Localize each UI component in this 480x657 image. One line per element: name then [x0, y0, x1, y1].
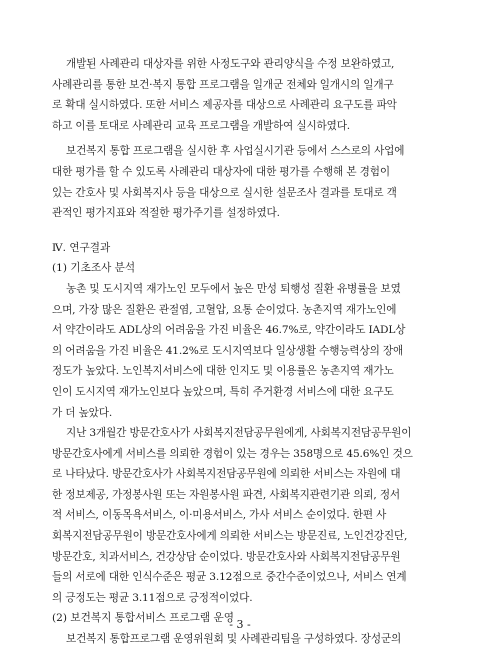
- text-line: 지난 3개월간 방문간호사가 사회복지전담공무원에게, 사회복지전담공무원이: [66, 427, 412, 440]
- text-line: 방문간호, 치과서비스, 건강상담 순이었다. 방문간호사와 사회복지전담공무원: [52, 550, 401, 563]
- page-number: - 3 -: [229, 618, 251, 631]
- paragraph-2: [52, 141, 424, 223]
- text-line: 하고 이를 토대로 사례관리 교육 프로그램을 개발하여 실시하였다.: [52, 119, 350, 132]
- text-line: 개발된 사례관리 대상자를 위한 사정도구와 관리양식을 수정 보완하였고,: [66, 58, 395, 70]
- text-line: 한 정보제공, 가정봉사원 또는 자원봉사원 파견, 사회복지관련기관 의뢰, 정서: [52, 488, 400, 501]
- text-line: 가 더 높았다.: [52, 406, 113, 419]
- text-line: 방문간호사에게 서비스를 의뢰한 경험이 있는 경우는 358명으로 45.6%인 것으: [52, 447, 413, 460]
- text-line: 회복지전담공무원이 방문간호사에게 의뢰한 서비스는 방문진료, 노인건강진단,: [52, 530, 408, 543]
- text-line: 서 약간이라도 ADL상의 어려움을 가진 비율은 46.7%로, 약간이라도 IADL상: [52, 324, 406, 337]
- text-line: 보건복지 통합프로그램 운영위원회 및 사례관리팀을 구성하였다. 장성군의: [66, 633, 402, 646]
- text-line: 있는 간호사 및 사회복지사 등을 대상으로 실시한 설문조사 결과를 토대로 객: [52, 186, 397, 199]
- section-title: Ⅳ. 연구결과: [52, 241, 111, 254]
- subsection-title: (2) 보건복지 통합서비스 프로그램 운영: [52, 612, 234, 625]
- text-line: 적 서비스, 이동목욕서비스, 이·미용서비스, 가사 서비스 순이었다. 한편 사: [52, 509, 387, 522]
- text-line: 의 어려움을 가진 비율은 41.2%로 도시지역보다 일상생활 수행능력상의 장애: [52, 344, 404, 357]
- text-line: 대한 평가를 할 수 있도록 사례관리 대상자에 대한 평가를 수행해 본 경험이: [52, 165, 390, 178]
- text-line: 로 나타났다. 방문간호사가 사회복지전담공무원에 의뢰한 서비스는 자원에 대: [52, 468, 401, 481]
- text-line: 인이 도시지역 재가노인보다 높았으며, 특히 주거환경 서비스에 대한 요구도: [52, 385, 394, 398]
- text-line: 관적인 평가지표와 적절한 평가주기를 설정하였다.: [52, 207, 280, 220]
- text-line: 로 확대 실시하였다. 또한 서비스 제공자를 대상으로 사례관리 요구도를 파악: [52, 99, 397, 112]
- text-line: 들의 서로에 대한 인식수준은 평균 3.12점으로 중간수준이었으나, 서비스 연계: [52, 571, 407, 584]
- text-line: 보건복지 통합 프로그램을 실시한 후 사업실시기관 등에서 스스로의 사업에: [66, 145, 405, 158]
- paragraph-3: [52, 279, 424, 423]
- paragraph-5: [52, 629, 424, 650]
- text-line: 으며, 가장 많은 질환은 관절염, 고혈압, 요통 순이었다. 농촌지역 재가노인에: [52, 303, 397, 316]
- text-line: 의 긍정도는 평균 3.11점으로 긍정적이었다.: [52, 591, 253, 604]
- text-line: 농촌 및 도시지역 재가노인 모두에서 높은 만성 퇴행성 질환 유병률을 보였: [66, 282, 401, 295]
- text-line: 사례관리를 통한 보건·복지 통합 프로그램을 일개군 전체와 일개시의 일개구: [52, 78, 394, 91]
- paragraph-4: [52, 423, 424, 608]
- paragraph-1: [52, 54, 424, 136]
- subsection-title: (1) 기초조사 분석: [52, 262, 136, 275]
- text-line: 정도가 높았다. 노인복지서비스에 대한 인지도 및 이용률은 농촌지역 재가노: [52, 365, 394, 378]
